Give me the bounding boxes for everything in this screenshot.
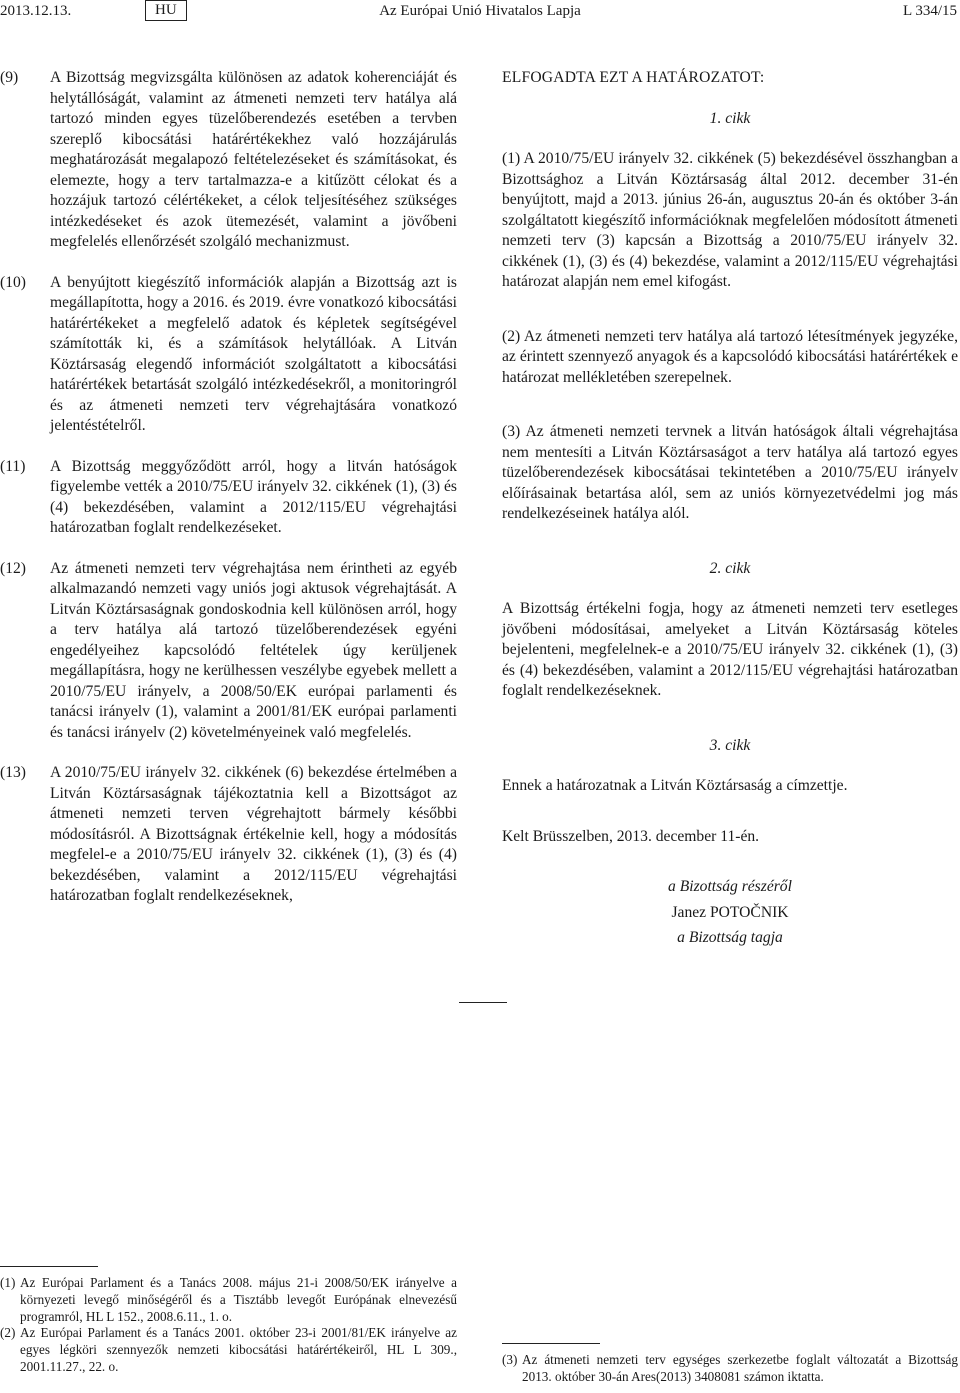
recital-text: A benyújtott kiegészítő információk alapján a Bizottság azt is megállapította, hogy a 2016. és 2019. évre vonatkozó kibocsátási határértékeket a megfelelő adatok és képletek segítségével számították ki, és a számítások helytállóak. A Litván Köztársaság elegendő információt szolgáltatott a kibocsátási határértékek betartását szolgáló intézkedésekről, a monitoringról és az átmeneti nemzeti terv végrehajtására vonatkozó jelentéstételről. — [50, 273, 457, 434]
footnote-text: Az Európai Parlament és a Tanács 2008. május 21-i 2008/50/EK irányelve a környezeti levegő minőségéről és a Tisztább levegőt Európának elnevezésű programról, HL L 152., 2008.6.11., 1. o. — [20, 1275, 457, 1324]
recital-text: Az átmeneti nemzeti terv végrehajtása nem érintheti az egyéb alkalmazandó nemzeti vagy uniós jogi aktusok végrehajtását. A Litván Köztársaságnak gondoskodnia kell különösen arról, hogy a terv hatálya alá tartozó tüzelőberendezések egyéni engedélyeihez kapcsolódó feltételek úgy kerüljenek megállapításra, hogy ne kerülhessen veszélybe egyebek mellett a 2010/75/EU irányelv, a 2008/50/EK európai parlamenti és tanácsi irányelv (1), valamint a 2001/81/EK európai parlamenti és tanácsi irányelv (2) követelményeinek való megfelelés. — [50, 559, 457, 741]
article-3-title: 3. cikk — [709, 736, 751, 754]
article-1-title: 1. cikk — [709, 109, 751, 127]
footnotes-right — [502, 1352, 958, 1386]
recital-number: (9) — [0, 69, 19, 86]
recital-text: A 2010/75/EU irányelv 32. cikkének (6) bekezdése értelmében a Litván Köztársaságnak tájékoztatnia kell a Bizottságot az átmeneti nemzeti terven végrehajtott bármely későbbi módosításról. A Bizottságnak értékelnie kell, hogy a módosítás megfelel-e a 2010/75/EU irányelv 32. cikkének (1), (3) és (4) bekezdésében, valamint a 2012/115/EU végrehajtási határozatban foglalt rendelkezéseknek, — [50, 764, 457, 904]
footnotes-left — [0, 1275, 457, 1376]
article-1-paragraph-3: (3) Az átmeneti nemzeti tervnek a litván hatóságok általi végrehajtása nem mentesíti a Litván Köztársaságot a terv hatálya alá tartozó egyes tüzelőberendezések kibocsátásai tekintetében a 2010/75/EU irányelv előírásainak betartása alól, sem az uniós környezetvédelmi jog más rendelkezéseinek hatálya alól. — [502, 423, 958, 522]
recital-13 — [0, 763, 457, 907]
recital-12 — [0, 559, 457, 744]
closing-rule — [459, 1002, 507, 1003]
footnote-text: Az átmeneti nemzeti terv egységes szerkezetbe foglalt változatát a Bizottság 2013. október 30-án Ares(2013) 3408081 számon iktatta. — [522, 1352, 958, 1384]
signatory-name: Janez POTOČNIK — [671, 903, 789, 921]
language-badge: HU — [145, 0, 187, 21]
recital-number: (13) — [0, 764, 26, 781]
footnote-number: (1) — [0, 1275, 16, 1290]
footnote-separator — [502, 1343, 600, 1344]
recital-text: A Bizottság meggyőződött arról, hogy a litván hatóságok figyelembe vették a 2010/75/EU irányelv 32. cikkének (1), (3) és (4) bekezdésében, valamint a 2012/115/EU végrehajtási határozatban foglalt rendelkezéseket. — [50, 457, 457, 536]
recital-number: (10) — [0, 273, 26, 291]
article-1-paragraph-1: (1) A 2010/75/EU irányelv 32. cikkének (5) bekezdésével összhangban a Bizottsághoz a Litván Köztársaság által 2012. december 31-én benyújtott, majd a 2013. június 26-án, augusztus 20-án és október 3-án szolgáltatott kiegészítő információknak megfelelően módosított átmeneti nemzeti terv (3) kapcsán a Bizottság a 2010/75/EU irányelv 32. cikkének (1), (3) és (4) bekezdése, valamint a 2012/115/EU végrehajtási határozat alapján nem emel kifogást. — [502, 150, 958, 290]
article-2-paragraph: A Bizottság értékelni fogja, hogy az átmeneti nemzeti terv esetleges jövőbeni módosításai, amelyeket a Litván Köztársaság köteles bejelenteni, megfelelnek-e a 2010/75/EU irányelv 32. cikkének (1), (3) és (4) bekezdésében, valamint a 2012/115/EU végrehajtási határozatban foglalt rendelkezéseknek. — [502, 600, 958, 699]
signatory-role: a Bizottság tagja — [677, 929, 783, 946]
footnote-number: (2) — [0, 1325, 16, 1341]
header-date: 2013.12.13. — [0, 3, 72, 19]
footnote-number: (3) — [502, 1352, 518, 1367]
adoption-statement: ELFOGADTA EZT A HATÁROZATOT: — [502, 69, 765, 86]
recital-11 — [0, 457, 457, 539]
signature-block — [502, 877, 958, 949]
place-and-date: Kelt Brüsszelben, 2013. december 11-én. — [502, 827, 760, 845]
footnote-1 — [0, 1275, 457, 1325]
footnote-separator — [0, 1266, 98, 1267]
recital-10 — [0, 273, 457, 437]
article-2-title: 2. cikk — [709, 559, 751, 577]
journal-title: Az Európai Unió Hivatalos Lapja — [379, 3, 581, 19]
page-number: L 334/15 — [902, 3, 957, 19]
right-column — [502, 68, 958, 949]
signature-on-behalf: a Bizottság részéről — [668, 878, 792, 895]
recital-number: (11) — [0, 457, 26, 475]
footnote-2 — [0, 1325, 457, 1375]
footnote-3 — [502, 1352, 958, 1386]
article-3-paragraph: Ennek a határozatnak a Litván Köztársaság a címzettje. — [502, 777, 848, 794]
footnote-text: Az Európai Parlament és a Tanács 2001. október 23-i 2001/81/EK irányelve az egyes légköri szennyezők nemzeti kibocsátási határértékeiről, HL L 309., 2001.11.27., 22. o. — [20, 1325, 457, 1374]
recital-9 — [0, 68, 457, 253]
page-header — [0, 0, 960, 28]
article-1-paragraph-2: (2) Az átmeneti nemzeti terv hatálya alá tartozó létesítmények jegyzéke, az érintett szennyező anyagok és a kapcsolódó kibocsátási határértékek e határozat mellékletében szerepelnek. — [502, 327, 958, 386]
left-column — [0, 68, 457, 927]
recital-number: (12) — [0, 559, 26, 577]
recital-text: A Bizottság megvizsgálta különösen az adatok koherenciáját és helytállóságát, valamint az átmeneti nemzeti terv hatálya alá tartozó minden egyes tüzelőberendezés esetében a tervben szereplő kibocsátási határértékekhez való hozzájárulás meghatározását megalapozó feltételezéseket és számításokat, és elemezte, hogy a terv tartalmazza-e a kitűzött célokat és a hozzájuk tartozó célértékeket, a célok teljesítéséhez szükséges intézkedéseket és azok ütemezését, valamint a jövőbeni megfelelés ellenőrzését szolgáló mechanizmust. — [50, 69, 457, 250]
